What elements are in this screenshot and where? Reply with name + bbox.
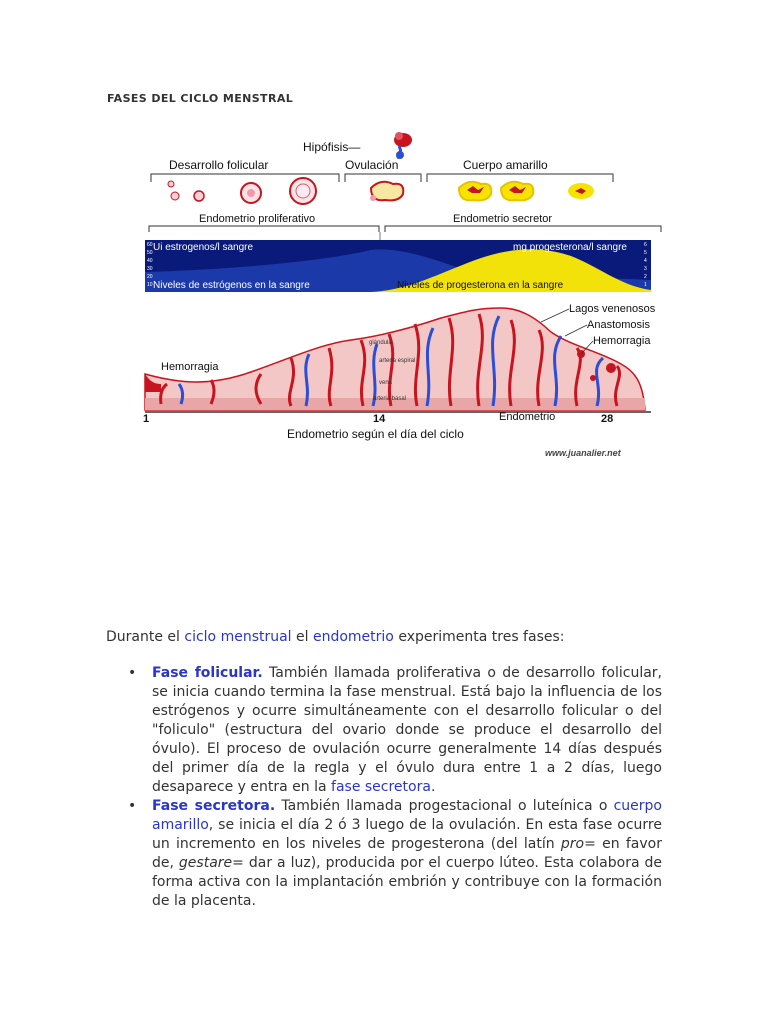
fase-folicular-term: Fase folicular. bbox=[152, 665, 263, 681]
watermark: www.juanalier.net bbox=[545, 448, 621, 458]
ui-estrogenos-label: Ui estrogenos/l sangre bbox=[153, 242, 254, 253]
ciclo-menstrual-link[interactable]: ciclo menstrual bbox=[184, 629, 292, 645]
glandula-label: glándula bbox=[369, 340, 392, 346]
arteria-espiral-label: arteria espiral bbox=[379, 358, 416, 364]
svg-text:50: 50 bbox=[147, 250, 153, 256]
menstrual-cycle-figure bbox=[141, 122, 677, 460]
vena-label: vena bbox=[379, 380, 393, 386]
lagos-venenosos-label: Lagos venenosos bbox=[569, 303, 656, 315]
pro-term: pro bbox=[560, 836, 585, 852]
day-14-label: 14 bbox=[373, 413, 386, 425]
fase-folicular-end: . bbox=[430, 779, 436, 795]
hipofisis-label: Hipófisis— bbox=[303, 140, 361, 154]
niveles-progesterona-label: Niveles de progesterona en la sangre bbox=[397, 280, 564, 291]
intro-after: experimenta tres fases: bbox=[393, 629, 565, 645]
svg-text:5: 5 bbox=[644, 250, 647, 256]
desarrollo-folicular-label: Desarrollo folicular bbox=[169, 158, 269, 172]
niveles-estrogenos-label: Niveles de estrógenos en la sangre bbox=[153, 280, 310, 291]
bullet-icon: • bbox=[128, 798, 137, 814]
bullet-icon: • bbox=[128, 665, 137, 681]
figure-caption: Endometrio según el día del ciclo bbox=[287, 427, 464, 441]
intro-before: Durante el bbox=[106, 629, 185, 645]
list-item bbox=[128, 664, 663, 797]
endometrio-secretor-label: Endometrio secretor bbox=[453, 213, 553, 225]
svg-text:40: 40 bbox=[147, 258, 153, 264]
endometrio-link[interactable]: endometrio bbox=[312, 629, 394, 645]
svg-text:4: 4 bbox=[644, 258, 647, 264]
intro-middle: el bbox=[291, 629, 313, 645]
svg-text:30: 30 bbox=[147, 266, 153, 272]
svg-text:3: 3 bbox=[644, 266, 647, 272]
fase-secretora-text-2: , se inicia el día 2 ó 3 luego de la ovulación. En esta fase ocurre un incremento en los niveles de progesterona (del latín bbox=[152, 817, 662, 852]
intro-paragraph bbox=[106, 628, 565, 646]
list-item bbox=[128, 797, 662, 911]
arteria-basal-label: arteria basal bbox=[373, 396, 407, 402]
endometrio-proliferativo-label: Endometrio proliferativo bbox=[199, 213, 316, 225]
anastomosis-label: Anastomosis bbox=[587, 319, 650, 331]
cuerpo-amarillo-link[interactable]: cuerpo amarillo bbox=[152, 798, 662, 833]
svg-text:20: 20 bbox=[147, 274, 153, 280]
svg-text:1: 1 bbox=[644, 282, 647, 288]
day-28-label: 28 bbox=[601, 413, 614, 425]
figure-svg bbox=[141, 122, 677, 460]
fase-secretora-link[interactable]: fase secretora bbox=[331, 779, 431, 795]
svg-text:10: 10 bbox=[147, 282, 153, 288]
fase-secretora-text-1: También llamada progestacional o luteínica o bbox=[275, 798, 614, 814]
gestare-term: gestare bbox=[178, 855, 233, 871]
svg-text:6: 6 bbox=[644, 242, 647, 248]
day-1-label: 1 bbox=[143, 413, 150, 425]
cuerpo-amarillo-label: Cuerpo amarillo bbox=[463, 158, 548, 172]
page-title: FASES DEL CICLO MENSTRAL bbox=[107, 92, 294, 105]
hemorragia-left-label: Hemorragia bbox=[161, 361, 219, 373]
hemorragia-right-label: Hemorragia bbox=[593, 335, 651, 347]
svg-text:60: 60 bbox=[147, 242, 153, 248]
endometrio-axis-label: Endometrio bbox=[499, 411, 556, 423]
fase-folicular-text: También llamada proliferativa o de desarrollo folicular, se inicia cuando termina la fase menstrual. Está bajo la influencia de los estrógenos y ocurre simultáneamente con el desarrollo folicular o del "foliculo" (estructura del ovario donde se produce el desarrollo del óvulo). El proceso de ovulación ocurre generalmente 14 días después del primer día de la regla y el óvulo dura entre 1 a 2 días, luego desaparece y entra en la bbox=[152, 665, 663, 795]
svg-text:2: 2 bbox=[644, 274, 647, 280]
fase-secretora-term: Fase secretora. bbox=[152, 798, 276, 814]
fase-secretora-text-3: = en favor de, bbox=[152, 836, 662, 871]
fase-secretora-text-4: = dar a luz), producida por el cuerpo lúteo. Esta colabora de forma activa con la implantación embrión y contribuye con la formación de la placenta. bbox=[152, 855, 662, 909]
ovulacion-label: Ovulación bbox=[345, 158, 399, 172]
phases-list bbox=[0, 664, 768, 911]
mg-progesterona-label: mg progesterona/l sangre bbox=[513, 242, 627, 253]
